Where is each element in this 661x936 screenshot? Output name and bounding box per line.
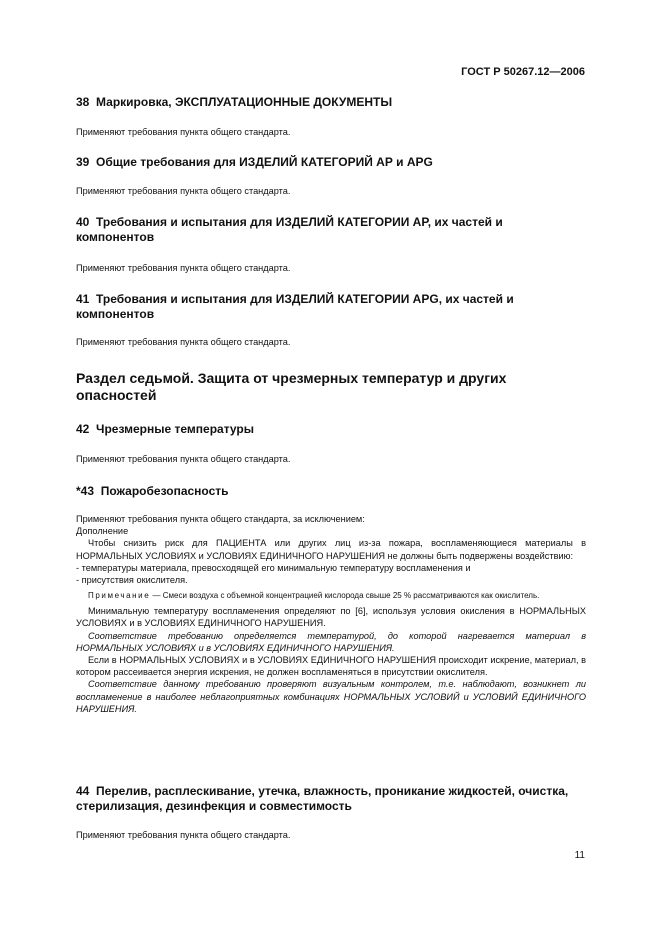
note-label: Примечание xyxy=(88,591,151,601)
section-title: Требования и испытания для ИЗДЕЛИЙ КАТЕГОРИИ APG, их частей и компонентов xyxy=(76,292,514,321)
addition-label: Дополнение xyxy=(76,526,129,537)
document-code: ГОСТ Р 50267.12—2006 xyxy=(461,66,585,78)
section-title: Общие требования для ИЗДЕЛИЙ КАТЕГОРИЙ АР и APG xyxy=(96,155,433,169)
compliance-paragraph: Соответствие требованию определяется температурой, до которой нагревается материал в НОРМАЛЬНЫХ УСЛОВИЯХ и в УСЛОВИЯХ ЕДИНИЧНОГО НАРУШЕНИЯ. xyxy=(76,630,586,653)
section-40-heading xyxy=(76,215,566,245)
section-number: 38 xyxy=(76,95,90,109)
section-title: Пожаробезопасность xyxy=(100,484,229,498)
section-44-heading xyxy=(76,784,576,814)
section-39-text: Применяют требования пункта общего стандарта. xyxy=(76,186,291,196)
section-43-body xyxy=(76,513,586,715)
section-44-text: Применяют требования пункта общего стандарта. xyxy=(76,830,291,840)
section-number: 40 xyxy=(76,215,90,229)
section-title: Чрезмерные температуры xyxy=(96,422,254,436)
page-number: 11 xyxy=(574,850,585,861)
paragraph: Если в НОРМАЛЬНЫХ УСЛОВИЯХ и в УСЛОВИЯХ ЕДИНИЧНОГО НАРУШЕНИЯ происходит искрение, материал, в котором рассеивается энергия искрения, не должен воспламеняться в присутствии окислителя. xyxy=(76,655,586,678)
list-item: - температуры материала, превосходящей его минимальную температуру воспламенения и xyxy=(76,562,471,573)
section-number: *43 xyxy=(76,484,95,498)
intro-paragraph: Применяют требования пункта общего стандарта, за исключением: xyxy=(76,514,365,524)
section-number: 42 xyxy=(76,422,90,436)
section-title: Перелив, расплескивание, утечка, влажность, проникание жидкостей, очистка, стерилизация, дезинфекция и совместимость xyxy=(76,784,569,813)
section-39-heading xyxy=(76,155,588,170)
section-title: Требования и испытания для ИЗДЕЛИЙ КАТЕГОРИИ АР, их частей и компонентов xyxy=(76,215,503,244)
part-7-heading: Раздел седьмой. Защита от чрезмерных температур и других опасностей xyxy=(76,370,507,403)
section-41-text: Применяют требования пункта общего стандарта. xyxy=(76,337,291,347)
section-number: 44 xyxy=(76,784,90,798)
section-number: 39 xyxy=(76,155,90,169)
section-38-heading xyxy=(76,95,588,110)
section-43-heading xyxy=(76,484,588,499)
note xyxy=(76,590,586,601)
section-title: Маркировка, ЭКСПЛУАТАЦИОННЫЕ ДОКУМЕНТЫ xyxy=(96,95,393,109)
section-38-text: Применяют требования пункта общего стандарта. xyxy=(76,127,291,137)
section-40-text: Применяют требования пункта общего стандарта. xyxy=(76,263,291,273)
paragraph: Чтобы снизить риск для ПАЦИЕНТА или других лиц из-за пожара, воспламеняющиеся материалы в НОРМАЛЬНЫХ УСЛОВИЯХ и УСЛОВИЯХ ЕДИНИЧНОГО НАРУШЕНИЯ не должны быть подвержены воздействию: xyxy=(76,538,586,561)
section-42-text: Применяют требования пункта общего стандарта. xyxy=(76,454,291,464)
section-number: 41 xyxy=(76,292,90,306)
note-text: — Смеси воздуха с объемной концентрацией кислорода свыше 25 % рассматриваются как окислитель. xyxy=(152,591,540,601)
list-item: - присутствия окислителя. xyxy=(76,575,188,586)
paragraph: Минимальную температуру воспламенения определяют по [6], используя условия окисления в НОРМАЛЬНЫХ УСЛОВИЯХ и в УСЛОВИЯХ ЕДИНИЧНОГО НАРУШЕНИЯ. xyxy=(76,606,586,629)
section-42-heading xyxy=(76,422,588,437)
compliance-paragraph: Соответствие данному требованию проверяют визуальным контролем, т.е. наблюдают, возникнет ли воспламенение в наиболее неблагоприятных комбинациях НОРМАЛЬНЫХ УСЛОВИЙ и УСЛОВИЙ ЕДИНИЧНОГО НАРУШЕНИЯ. xyxy=(76,679,586,714)
section-41-heading xyxy=(76,292,566,322)
